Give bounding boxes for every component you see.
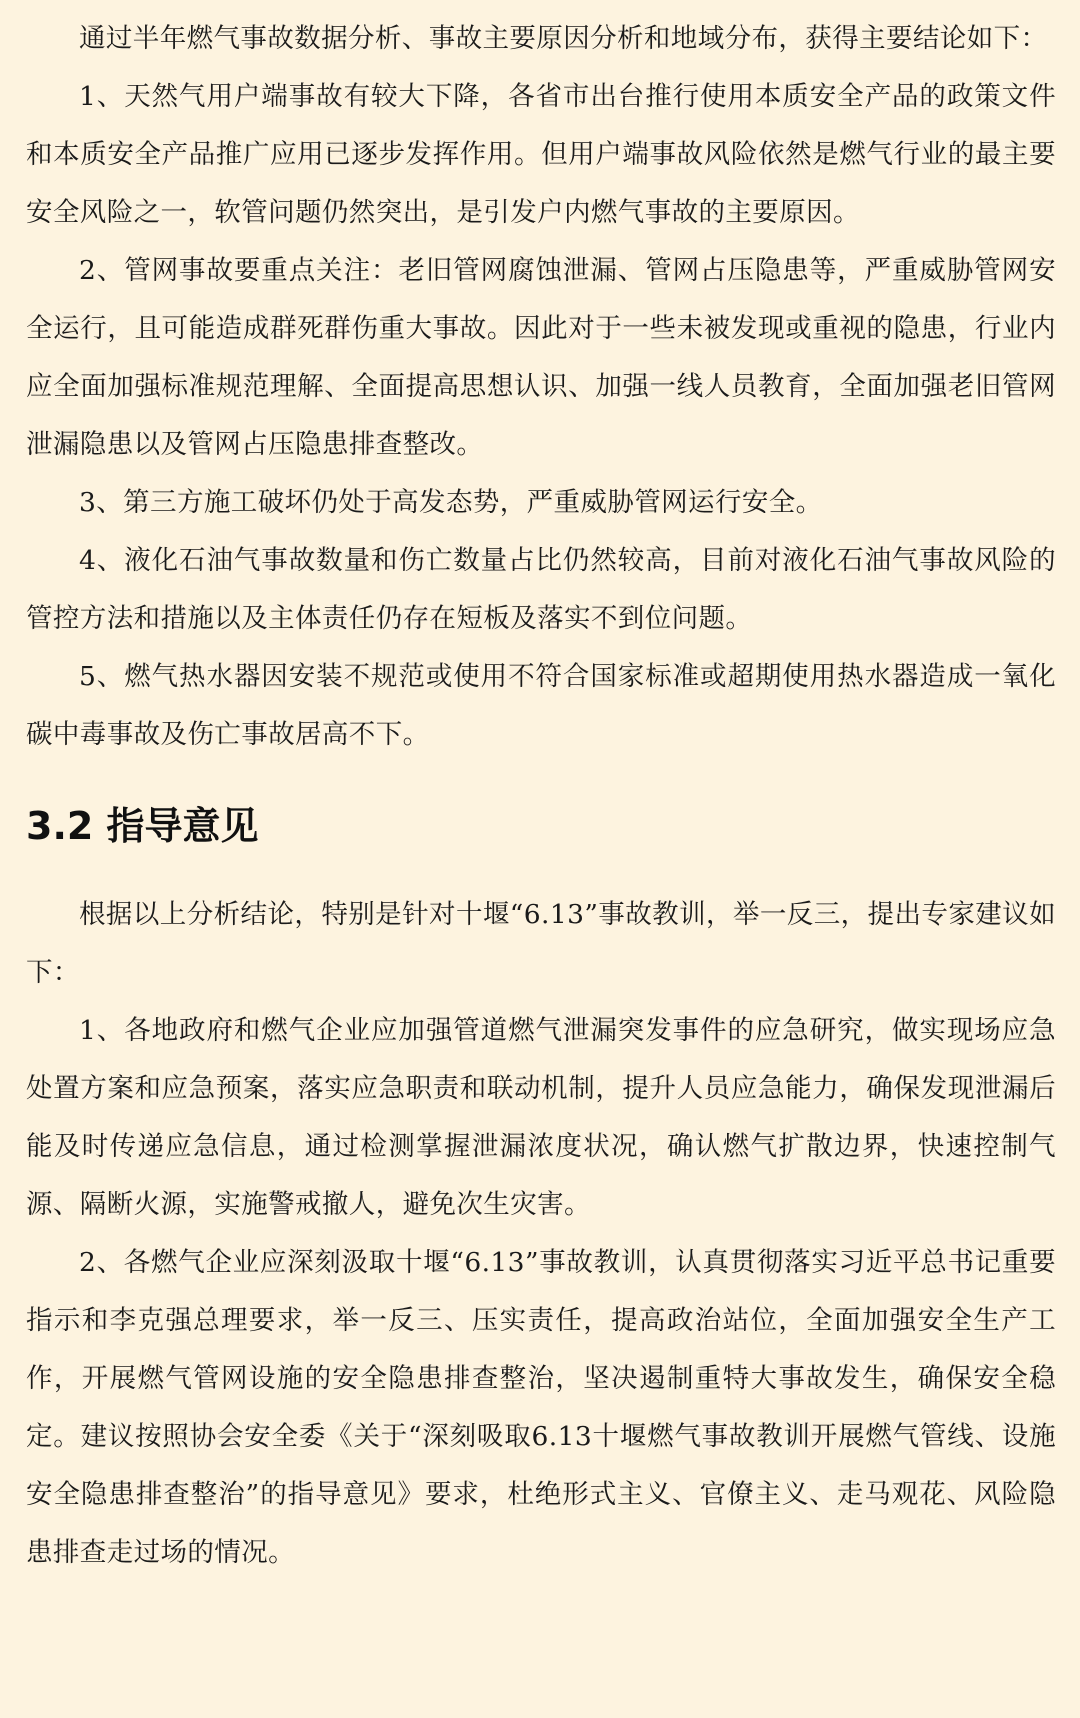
suggestion-item-2: 2、各燃气企业应深刻汲取十堰“6.13”事故教训，认真贯彻落实习近平总书记重要指示和李克强总理要求，举一反三、压实责任，提高政治站位，全面加强安全生产工作，开展燃气管网设施的安全隐患排查整治，坚决遏制重特大事故发生，确保安全稳定。建议按照协会安全委《关于“深刻吸取6.13十堰燃气事故教训开展燃气管线、设施安全隐患排查整治”的指导意见》要求，杜绝形式主义、官僚主义、走马观花、风险隐患排查走过场的情况。 <box>26 1247 1056 1568</box>
conclusion-item-1: 1、天然气用户端事故有较大下降，各省市出台推行使用本质安全产品的政策文件和本质安全产品推广应用已逐步发挥作用。但用户端事故风险依然是燃气行业的最主要安全风险之一，软管问题仍然突出，是引发户内燃气事故的主要原因。 <box>26 81 1056 228</box>
conclusion-item-3: 3、第三方施工破坏仍处于高发态势，严重威胁管网运行安全。 <box>79 487 823 518</box>
section-heading: 3.2 指导意见 <box>26 804 259 848</box>
section-intro-paragraph: 根据以上分析结论，特别是针对十堰“6.13”事故教训，举一反三，提出专家建议如下： <box>26 899 1056 988</box>
suggestion-item-1: 1、各地政府和燃气企业应加强管道燃气泄漏突发事件的应急研究，做实现场应急处置方案和应急预案，落实应急职责和联动机制，提升人员应急能力，确保发现泄漏后能及时传递应急信息，通过检测掌握泄漏浓度状况，确认燃气扩散边界，快速控制气源、隔断火源，实施警戒撤人，避免次生灾害。 <box>26 1015 1056 1220</box>
conclusion-item-4: 4、液化石油气事故数量和伤亡数量占比仍然较高，目前对液化石油气事故风险的管控方法和措施以及主体责任仍存在短板及落实不到位问题。 <box>26 545 1056 634</box>
conclusion-item-2: 2、管网事故要重点关注：老旧管网腐蚀泄漏、管网占压隐患等，严重威胁管网安全运行，且可能造成群死群伤重大事故。因此对于一些未被发现或重视的隐患，行业内应全面加强标准规范理解、全面提高思想认识、加强一线人员教育，全面加强老旧管网泄漏隐患以及管网占压隐患排查整改。 <box>26 255 1056 460</box>
intro-paragraph: 通过半年燃气事故数据分析、事故主要原因分析和地域分布，获得主要结论如下： <box>79 23 1048 54</box>
conclusion-item-5: 5、燃气热水器因安装不规范或使用不符合国家标准或超期使用热水器造成一氧化碳中毒事故及伤亡事故居高不下。 <box>26 661 1056 750</box>
